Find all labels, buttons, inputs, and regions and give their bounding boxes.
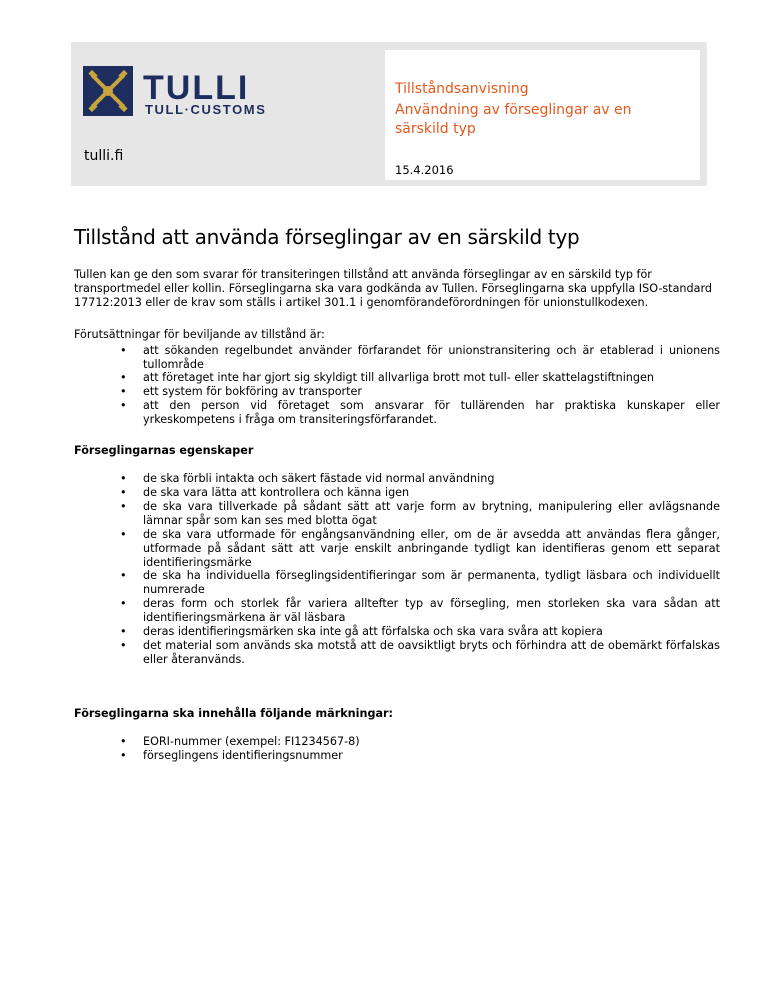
document-date: 15.4.2016 — [395, 163, 454, 177]
markings-heading: Förseglingarna ska innehålla följande märkningar: — [74, 706, 393, 720]
document-type: Tillståndsanvisning — [395, 81, 529, 97]
tulli-logo — [83, 66, 343, 116]
requirements-list — [74, 344, 720, 427]
list-item: • att den person vid företaget som ansvarar för tullärenden har praktiska kunskaper eller yrkeskompetens i fråga om transiteringsförfarandet. — [74, 399, 720, 427]
list-item: • att sökanden regelbundet använder förfarandet för unionstransitering och är etablerad i unionens tullområde — [74, 344, 720, 372]
list-item: • att företaget inte har gjort sig skyldigt till allvarliga brott mot tull- eller skattelagstiftningen — [74, 371, 720, 385]
logo-wordmark: TULLI — [143, 69, 250, 107]
document-subject: Användning av förseglingar av en särskild typ — [395, 102, 632, 137]
list-item: • det material som används ska motstå att de oavsiktligt bryts och förhindra att de obemärkt förfalskas eller återanvänds. — [74, 639, 720, 667]
properties-heading: Förseglingarnas egenskaper — [74, 444, 254, 458]
document-body — [74, 224, 720, 763]
list-item: • förseglingens identifieringsnummer — [74, 749, 720, 763]
list-item: • de ska förbli intakta och säkert fästade vid normal användning — [74, 472, 720, 486]
list-item: • deras form och storlek får variera alltefter typ av försegling, men storleken ska vara sådan att identifieringsmärkena är väl läsbara — [74, 597, 720, 625]
list-item: • de ska vara tillverkade på sådant sätt att varje form av brytning, manipulering eller avlägsnande lämnar spår som kan ses med blotta ögat — [74, 500, 720, 528]
document-header — [71, 42, 707, 186]
list-item: • ett system för bokföring av transporter — [74, 385, 720, 399]
list-item: • de ska ha individuella förseglingsidentifieringar som är permanenta, tydligt läsbara och individuellt numrerade — [74, 569, 720, 597]
document-info-panel — [385, 50, 700, 180]
list-item: • deras identifieringsmärken ska inte gå att förfalska och ska vara svåra att kopiera — [74, 625, 720, 639]
website-link[interactable]: tulli.fi — [84, 148, 124, 164]
list-item: • de ska vara lätta att kontrollera och känna igen — [74, 486, 720, 500]
page-title: Tillstånd att använda förseglingar av en särskild typ — [74, 225, 580, 249]
logo-subtext: TULL·CUSTOMS — [145, 102, 267, 116]
intro-paragraph: Tullen kan ge den som svarar för transiteringen tillstånd att använda förseglingar av en särskild typ för transportmedel eller kollin. Förseglingarna ska vara godkända av Tullen. Förseglingarna ska uppfylla ISO-standard 17712:2013 eller de krav som ställs i artikel 301.1 i genomförandeförordningen för unionstullkodexen. — [74, 268, 712, 309]
requirements-lead: Förutsättningar för beviljande av tillstånd är: — [74, 327, 325, 341]
markings-list — [74, 735, 720, 763]
list-item: • de ska vara utformade för engångsanvändning eller, om de är avsedda att användas flera gånger, utformade på sådant sätt att varje enskilt anbringande tydligt kan identifieras genom ett separat identifieringsmärke — [74, 528, 720, 570]
properties-list — [74, 472, 720, 667]
list-item: • EORI-nummer (exempel: FI1234567-8) — [74, 735, 720, 749]
